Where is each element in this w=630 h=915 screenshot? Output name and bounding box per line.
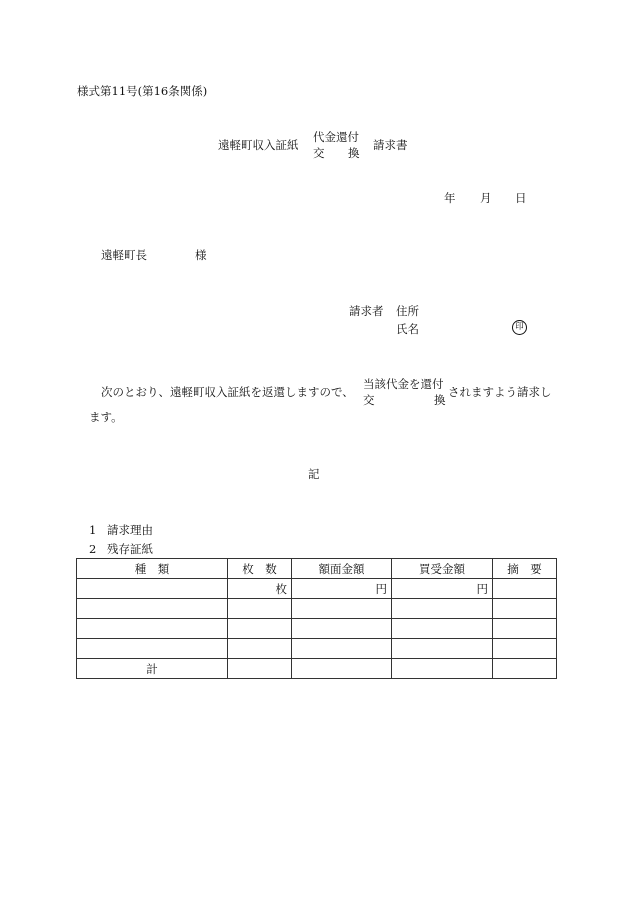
total-count[interactable] bbox=[228, 659, 292, 679]
table-total-row bbox=[77, 659, 557, 679]
table-row bbox=[77, 619, 557, 639]
total-face-value[interactable] bbox=[292, 659, 392, 679]
cell-type[interactable] bbox=[77, 619, 228, 639]
table-header-row bbox=[77, 559, 557, 579]
form-label: 様式第11号(第16条関係) bbox=[77, 84, 208, 98]
cell-remarks[interactable] bbox=[493, 579, 557, 599]
cell-face-value[interactable] bbox=[292, 639, 392, 659]
title-prefix: 遠軽町収入証紙 bbox=[218, 138, 299, 152]
remaining-stamps-table bbox=[76, 558, 557, 679]
cell-type[interactable] bbox=[77, 639, 228, 659]
address-label: 住所 bbox=[396, 304, 419, 318]
header-type: 種 類 bbox=[77, 559, 228, 579]
total-label: 計 bbox=[77, 659, 228, 679]
name-label: 氏名 bbox=[396, 322, 419, 336]
table-row bbox=[77, 579, 557, 599]
body-before: 次のとおり、遠軽町収入証紙を返還しますので、 bbox=[101, 385, 354, 399]
cell-count[interactable] bbox=[228, 599, 292, 619]
cell-remarks[interactable] bbox=[493, 639, 557, 659]
total-purchase-price[interactable] bbox=[392, 659, 493, 679]
body-after: されますよう請求し bbox=[448, 385, 552, 399]
body-option-exchange-2: 換 bbox=[434, 393, 446, 407]
title-option-exchange-1: 交 bbox=[313, 146, 325, 160]
requester-label: 請求者 bbox=[349, 304, 384, 318]
cell-remarks[interactable] bbox=[493, 599, 557, 619]
cell-remarks[interactable] bbox=[493, 619, 557, 639]
cell-purchase-price[interactable] bbox=[392, 619, 493, 639]
date-year: 年 bbox=[444, 191, 456, 205]
body-option-refund: 当該代金を還付 bbox=[363, 377, 444, 391]
addressee-name: 遠軽町長 bbox=[101, 248, 147, 262]
date-month: 月 bbox=[480, 191, 492, 205]
header-remarks: 摘 要 bbox=[493, 559, 557, 579]
addressee-honorific: 様 bbox=[195, 248, 207, 262]
cell-count[interactable] bbox=[228, 639, 292, 659]
date-day: 日 bbox=[515, 191, 527, 205]
cell-purchase-price[interactable] bbox=[392, 639, 493, 659]
cell-purchase-price-unit[interactable]: 円 bbox=[392, 579, 493, 599]
cell-purchase-price[interactable] bbox=[392, 599, 493, 619]
header-count: 枚 数 bbox=[228, 559, 292, 579]
header-face-value: 額面金額 bbox=[292, 559, 392, 579]
body-option-exchange-1: 交 bbox=[363, 393, 375, 407]
ki-marker: 記 bbox=[308, 467, 320, 481]
cell-count-unit[interactable]: 枚 bbox=[228, 579, 292, 599]
cell-face-value-unit[interactable]: 円 bbox=[292, 579, 392, 599]
cell-type[interactable] bbox=[77, 599, 228, 619]
title-suffix: 請求書 bbox=[373, 138, 408, 152]
title-option-exchange-2: 換 bbox=[348, 146, 360, 160]
header-purchase-price: 買受金額 bbox=[392, 559, 493, 579]
total-remarks[interactable] bbox=[493, 659, 557, 679]
cell-count[interactable] bbox=[228, 619, 292, 639]
item-1-label: 請求理由 bbox=[107, 523, 153, 537]
seal-mark: 印 bbox=[512, 320, 527, 335]
title-option-refund: 代金還付 bbox=[313, 130, 359, 144]
cell-type[interactable] bbox=[77, 579, 228, 599]
body-line2: ます。 bbox=[89, 410, 123, 424]
cell-face-value[interactable] bbox=[292, 619, 392, 639]
item-2-num: 2 bbox=[89, 542, 97, 556]
table-row bbox=[77, 599, 557, 619]
item-1-num: 1 bbox=[89, 523, 97, 537]
cell-face-value[interactable] bbox=[292, 599, 392, 619]
table-row bbox=[77, 639, 557, 659]
item-2-label: 残存証紙 bbox=[107, 542, 153, 556]
